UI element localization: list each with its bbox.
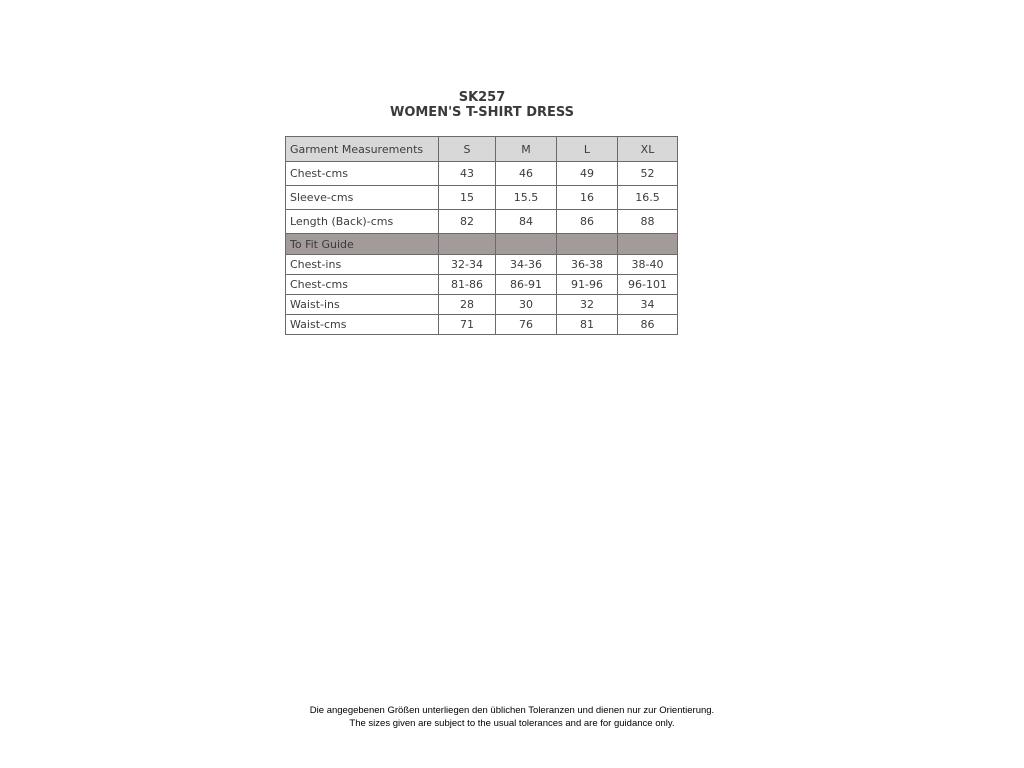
table-cell: 34 xyxy=(618,295,678,315)
table-row xyxy=(286,210,678,234)
table-row xyxy=(286,315,678,335)
title-block xyxy=(282,90,682,121)
table-cell: 84 xyxy=(496,210,557,234)
table-cell: 76 xyxy=(496,315,557,335)
table-cell: 86 xyxy=(557,210,618,234)
table-cell: 96-101 xyxy=(618,275,678,295)
table-cell: 36-38 xyxy=(557,255,618,275)
table-cell: 49 xyxy=(557,162,618,186)
header-size-m: M xyxy=(496,137,557,162)
row-label: Sleeve-cms xyxy=(286,186,439,210)
table-cell: 46 xyxy=(496,162,557,186)
table-cell: 86-91 xyxy=(496,275,557,295)
size-chart-table xyxy=(285,136,678,335)
table-row xyxy=(286,186,678,210)
section-cell xyxy=(496,234,557,255)
disclaimer-english: The sizes given are subject to the usual tolerances and are for guidance only. xyxy=(349,718,675,729)
table-cell: 34-36 xyxy=(496,255,557,275)
section-cell xyxy=(557,234,618,255)
product-code: SK257 xyxy=(458,90,506,105)
table-cell: 81-86 xyxy=(439,275,496,295)
row-label: Chest-cms xyxy=(286,162,439,186)
table-cell: 71 xyxy=(439,315,496,335)
table-cell: 32 xyxy=(557,295,618,315)
table-cell: 52 xyxy=(618,162,678,186)
table-cell: 88 xyxy=(618,210,678,234)
section-cell xyxy=(618,234,678,255)
header-size-l: L xyxy=(557,137,618,162)
section-header-row xyxy=(286,234,678,255)
table-cell: 32-34 xyxy=(439,255,496,275)
table-row xyxy=(286,162,678,186)
row-label: Chest-ins xyxy=(286,255,439,275)
row-label: Chest-cms xyxy=(286,275,439,295)
table-cell: 15.5 xyxy=(496,186,557,210)
disclaimer-footer xyxy=(0,704,1024,730)
header-size-xl: XL xyxy=(618,137,678,162)
table-cell: 43 xyxy=(439,162,496,186)
table-cell: 30 xyxy=(496,295,557,315)
row-label: Length (Back)-cms xyxy=(286,210,439,234)
table-cell: 28 xyxy=(439,295,496,315)
table-cell: 91-96 xyxy=(557,275,618,295)
row-label: Waist-ins xyxy=(286,295,439,315)
section-cell xyxy=(439,234,496,255)
table-row xyxy=(286,255,678,275)
table-cell: 81 xyxy=(557,315,618,335)
table-row xyxy=(286,295,678,315)
table-header-row xyxy=(286,137,678,162)
header-label: Garment Measurements xyxy=(286,137,439,162)
table-cell: 82 xyxy=(439,210,496,234)
header-size-s: S xyxy=(439,137,496,162)
table-cell: 16 xyxy=(557,186,618,210)
table-cell: 86 xyxy=(618,315,678,335)
table-cell: 15 xyxy=(439,186,496,210)
row-label: Waist-cms xyxy=(286,315,439,335)
table-cell: 38-40 xyxy=(618,255,678,275)
table-row xyxy=(286,275,678,295)
table-cell: 16.5 xyxy=(618,186,678,210)
disclaimer-german: Die angegebenen Größen unterliegen den üblichen Toleranzen und dienen nur zur Orientierung. xyxy=(309,705,715,716)
section-label: To Fit Guide xyxy=(286,234,439,255)
product-name: WOMEN'S T-SHIRT DRESS xyxy=(389,105,575,120)
